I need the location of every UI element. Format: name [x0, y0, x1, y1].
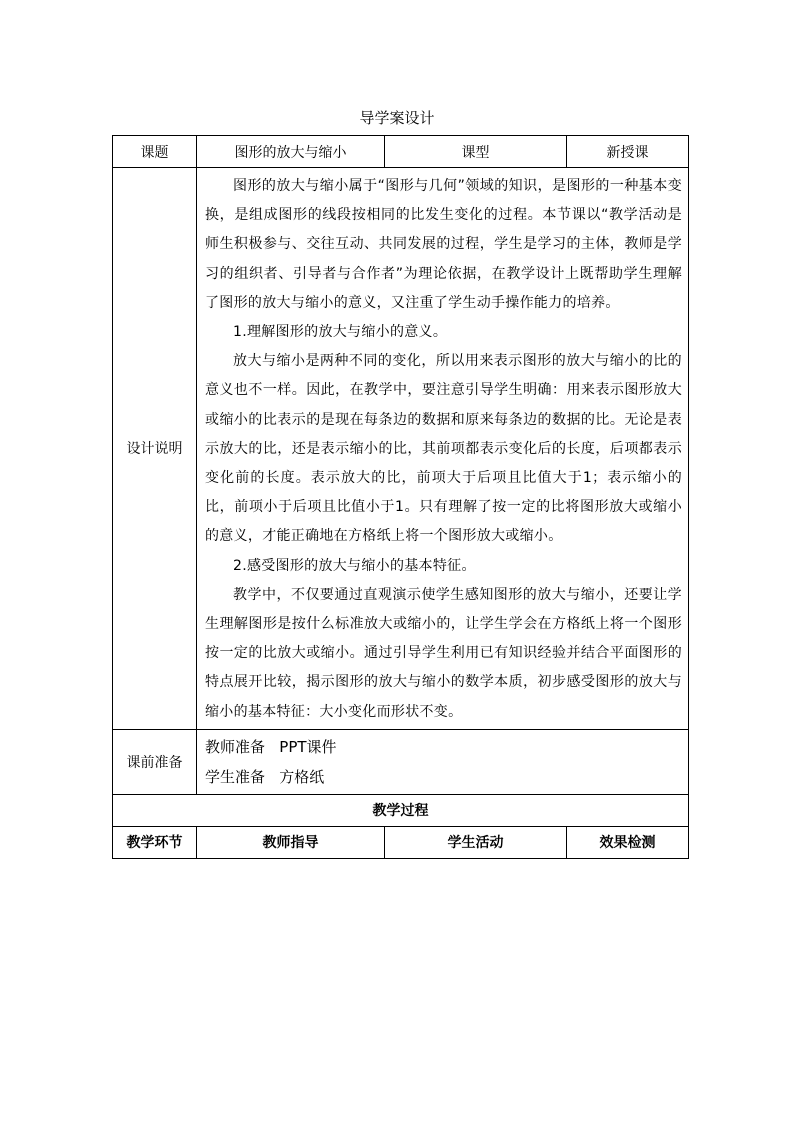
header-row	[113, 136, 689, 168]
process-title: 教学过程	[113, 794, 689, 826]
type-value: 新授课	[567, 136, 689, 168]
preparation-label: 课前准备	[113, 729, 197, 794]
design-label: 设计说明	[113, 168, 197, 730]
design-paragraph: 图形的放大与缩小属于“图形与几何”领域的知识，是图形的一种基本变换，是组成图形的线段按相同的比发生变化的过程。本节课以“教学活动是师生积极参与、交往互动、共同发展的过程，学生是学习的主体，教师是学习的组织者、引导者与合作者”为理论依据，在教学设计上既帮助学生理解了图形的放大与缩小的意义，又注重了学生动手操作能力的培养。	[205, 178, 682, 311]
design-paragraph: 教学中，不仅要通过直观演示使学生感知图形的放大与缩小，还要让学生理解图形是按什么标准放大或缩小的，让学生学会在方格纸上将一个图形按一定的比放大或缩小。通过引导学生利用已有知识经验并结合平面图形的特点展开比较，揭示图形的放大与缩小的数学本质，初步感受图形的放大与缩小的基本特征：大小变化而形状不变。	[205, 586, 682, 720]
process-header-row	[113, 826, 689, 858]
design-row	[113, 168, 689, 730]
column-header-stage: 教学环节	[113, 826, 197, 858]
column-header-student-activity: 学生活动	[385, 826, 567, 858]
design-paragraph: 1.理解图形的放大与缩小的意义。	[233, 324, 448, 341]
column-header-teacher-guidance: 教师指导	[197, 826, 385, 858]
student-preparation: 学生准备 方格纸	[205, 767, 325, 786]
design-paragraph: 放大与缩小是两种不同的变化，所以用来表示图形的放大与缩小的比的意义也不一样。因此，在教学中，要注意引导学生明确：用来表示图形放大或缩小的比表示的是现在每条边的数据和原来每条边的数据的比。无论是表示放大的比，还是表示缩小的比，其前项都表示变化后的长度，后项都表示变化前的长度。表示放大的比，前项大于后项且比值大于1；表示缩小的比，前项小于后项且比值小于1。只有理解了按一定的比将图形放大或缩小的意义，才能正确地在方格纸上将一个图形放大或缩小。	[205, 353, 682, 545]
preparation-content	[197, 729, 689, 794]
design-paragraph: 2.感受图形的放大与缩小的基本特征。	[233, 557, 476, 574]
process-title-row	[113, 794, 689, 826]
design-content	[197, 168, 689, 730]
type-label: 课型	[385, 136, 567, 168]
page-title: 导学案设计	[359, 109, 435, 127]
preparation-row	[113, 729, 689, 794]
teacher-preparation: 教师准备 PPT课件	[205, 737, 337, 756]
lesson-plan-table	[112, 135, 689, 859]
topic-label: 课题	[113, 136, 197, 168]
topic-value: 图形的放大与缩小	[197, 136, 385, 168]
column-header-effect-check: 效果检测	[567, 826, 689, 858]
